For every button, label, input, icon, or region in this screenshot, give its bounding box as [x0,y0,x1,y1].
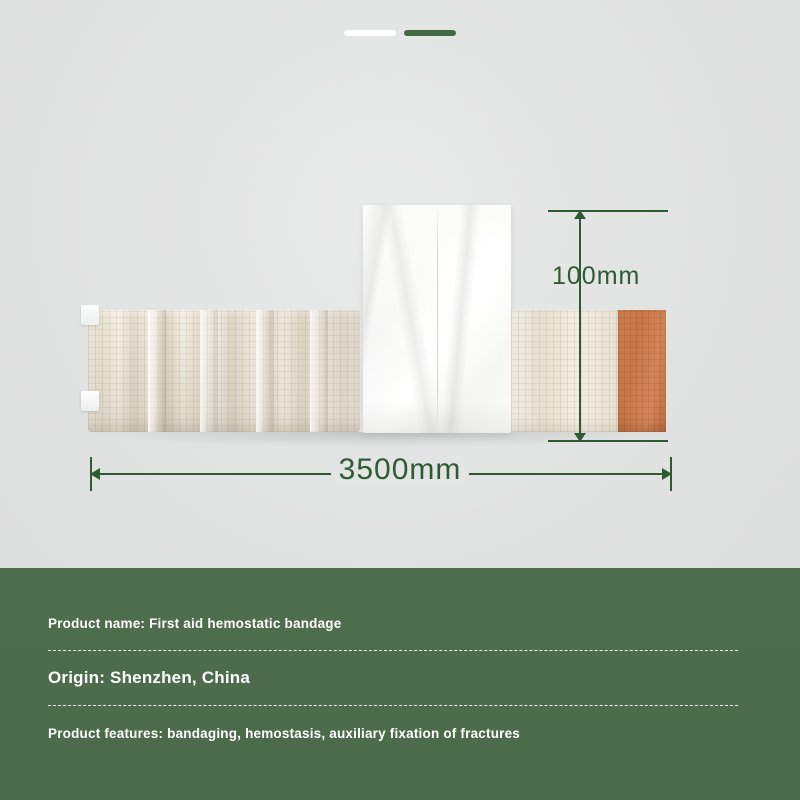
gauze-fold [200,310,218,432]
dimension-extension-bottom [548,440,668,442]
edge-clip-bottom [81,391,99,411]
dimension-extension-top [548,210,668,212]
pad-center-seam [437,205,438,433]
length-dimension-label-wrap [0,453,800,487]
dimension-line-vertical [579,210,581,442]
gauze-fold [310,310,328,432]
pager-dot-2[interactable] [404,30,456,36]
info-row-features [48,706,752,760]
product-info-panel [0,568,800,800]
white-absorbent-pad [363,205,511,433]
product-name-text: Product name: First aid hemostatic bandage [48,615,342,631]
product-info-list [48,596,752,760]
info-row-origin [48,651,752,705]
arrow-up-icon [574,210,586,219]
pager-dot-1[interactable] [344,30,396,36]
gallery-pager[interactable] [0,30,800,36]
edge-clip-top [81,305,99,325]
info-row-product-name [48,596,752,650]
arrow-down-icon [574,433,586,442]
features-text: Product features: bandaging, hemostasis, auxiliary fixation of fractures [48,725,521,741]
gauze-fold [148,310,166,432]
gauze-fold [256,310,274,432]
length-dimension-label: 3500mm [331,453,470,486]
height-dimension-marker [548,210,668,442]
height-dimension-label: 100mm [552,262,641,290]
origin-text: Origin: Shenzhen, China [48,668,250,687]
